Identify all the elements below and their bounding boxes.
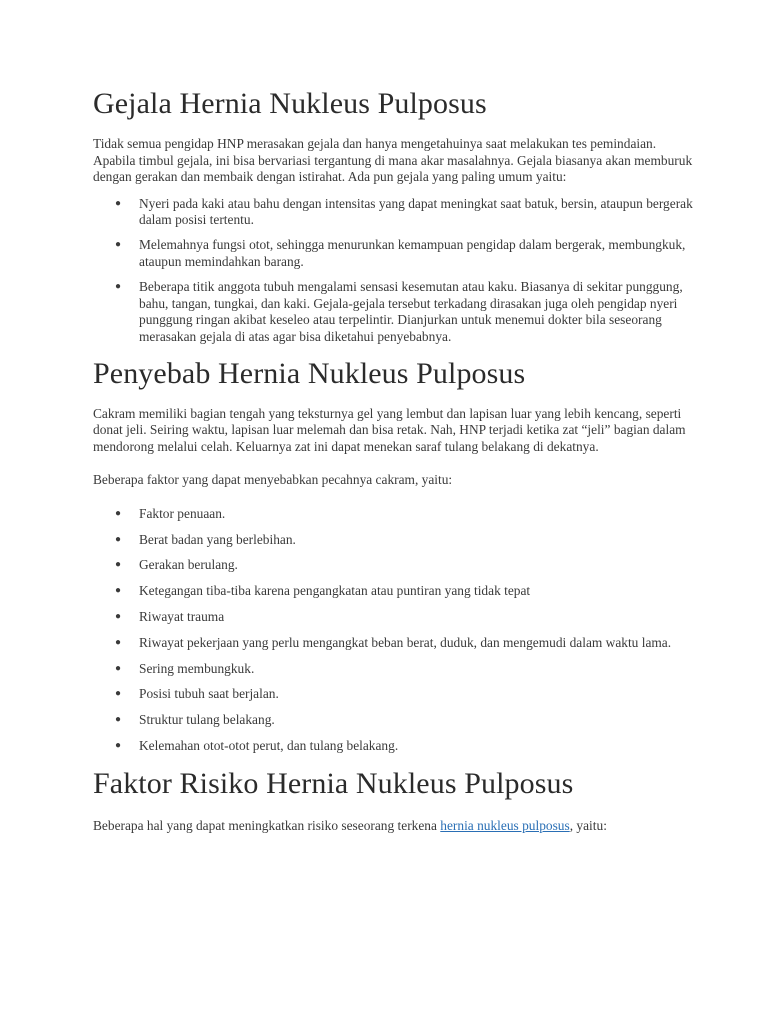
paragraph-penyebab-2: Beberapa faktor yang dapat menyebabkan pecahnya cakram, yaitu: [93, 472, 453, 488]
hernia-nukleus-pulposus-link[interactable]: hernia nukleus pulposus [440, 817, 570, 833]
bullet-icon: ● [115, 559, 122, 571]
list-item-text: Beberapa titik anggota tubuh mengalami sensasi kesemutan atau kaku. Biasanya di sekitar punggung, bahu, tangan, tungkai, dan kaki. Gejala-gejala tersebut terkadang dirasakan juga oleh pengidap nyeri punggung ringan akibat keseleo atau terpelintir. Dianjurkan untuk menemui dokter bila seseorang merasakan gejala di atas agar bisa diketahui penyebabnya. [139, 279, 683, 344]
paragraph-text: , yaitu: [569, 817, 607, 833]
list-item-text: Riwayat pekerjaan yang perlu mengangkat beban berat, duduk, dan mengemudi dalam waktu lama. [139, 634, 672, 650]
list-item [93, 279, 693, 345]
list-item [93, 532, 693, 549]
list-item-text: Riwayat trauma [139, 609, 225, 625]
list-item-text: Gerakan berulang. [139, 557, 238, 573]
bullet-icon: ● [115, 688, 122, 700]
bullet-icon: ● [115, 281, 122, 293]
list-item [93, 635, 693, 652]
paragraph-gejala-intro: Tidak semua pengidap HNP merasakan gejala dan hanya mengetahuinya saat melakukan tes pemindaian. Apabila timbul gejala, ini bisa bervariasi tergantung di mana akar masalahnya. Gejala biasanya akan memburuk dengan gerakan dan membaik dengan istirahat. Ada pun gejala yang paling umum yaitu: [93, 136, 693, 185]
paragraph-penyebab-1: Cakram memiliki bagian tengah yang teksturnya gel yang lembut dan lapisan luar yang lebih kencang, seperti donat jeli. Seiring waktu, lapisan luar melemah dan bisa retak. Nah, HNP terjadi ketika zat “jeli” bagian dalam mendorong melalui celah. Keluarnya zat ini dapat menekan saraf tulang belakang di dekatnya. [93, 405, 686, 454]
list-item [93, 583, 693, 600]
list-item [93, 686, 693, 703]
list-item-text: Posisi tubuh saat berjalan. [139, 686, 279, 702]
list-item-text: Sering membungkuk. [139, 660, 255, 676]
bullet-icon: ● [115, 739, 122, 751]
list-item-text: Kelemahan otot-otot perut, dan tulang belakang. [139, 737, 399, 753]
bullet-icon: ● [115, 239, 122, 251]
heading-penyebab: Penyebab Hernia Nukleus Pulposus [93, 356, 526, 390]
list-item [93, 609, 693, 626]
list-item [93, 506, 693, 523]
bullet-icon: ● [115, 636, 122, 648]
list-item-text: Struktur tulang belakang. [139, 712, 275, 728]
list-item-text: Ketegangan tiba-tiba karena pengangkatan atau puntiran yang tidak tepat [139, 583, 531, 599]
list-item [93, 738, 693, 755]
bullet-icon: ● [115, 662, 122, 674]
bullet-icon: ● [115, 507, 122, 519]
list-item-text: Melemahnya fungsi otot, sehingga menurunkan kemampuan pengidap dalam bergerak, membungkuk, ataupun memindahkan barang. [139, 237, 686, 270]
heading-faktor-risiko: Faktor Risiko Hernia Nukleus Pulposus [93, 766, 574, 800]
bullet-icon: ● [115, 714, 122, 726]
list-item-text: Berat badan yang berlebihan. [139, 531, 296, 547]
paragraph-faktor-risiko [93, 818, 693, 835]
bullet-icon: ● [115, 585, 122, 597]
heading-gejala: Gejala Hernia Nukleus Pulposus [93, 87, 487, 120]
list-item [93, 712, 693, 729]
list-gejala [93, 196, 693, 346]
list-item-text: Faktor penuaan. [139, 505, 226, 521]
list-item [93, 661, 693, 678]
document-page [93, 0, 693, 834]
bullet-icon: ● [115, 611, 122, 623]
bullet-icon: ● [115, 197, 122, 209]
paragraph-text: Beberapa hal yang dapat meningkatkan risiko seseorang terkena [93, 817, 441, 833]
list-item-text: Nyeri pada kaki atau bahu dengan intensitas yang dapat meningkat saat batuk, bersin, ataupun bergerak dalam posisi tertentu. [139, 195, 693, 228]
list-item [93, 196, 693, 229]
list-penyebab [93, 506, 693, 755]
list-item [93, 557, 693, 574]
bullet-icon: ● [115, 533, 122, 545]
list-item [93, 237, 693, 270]
